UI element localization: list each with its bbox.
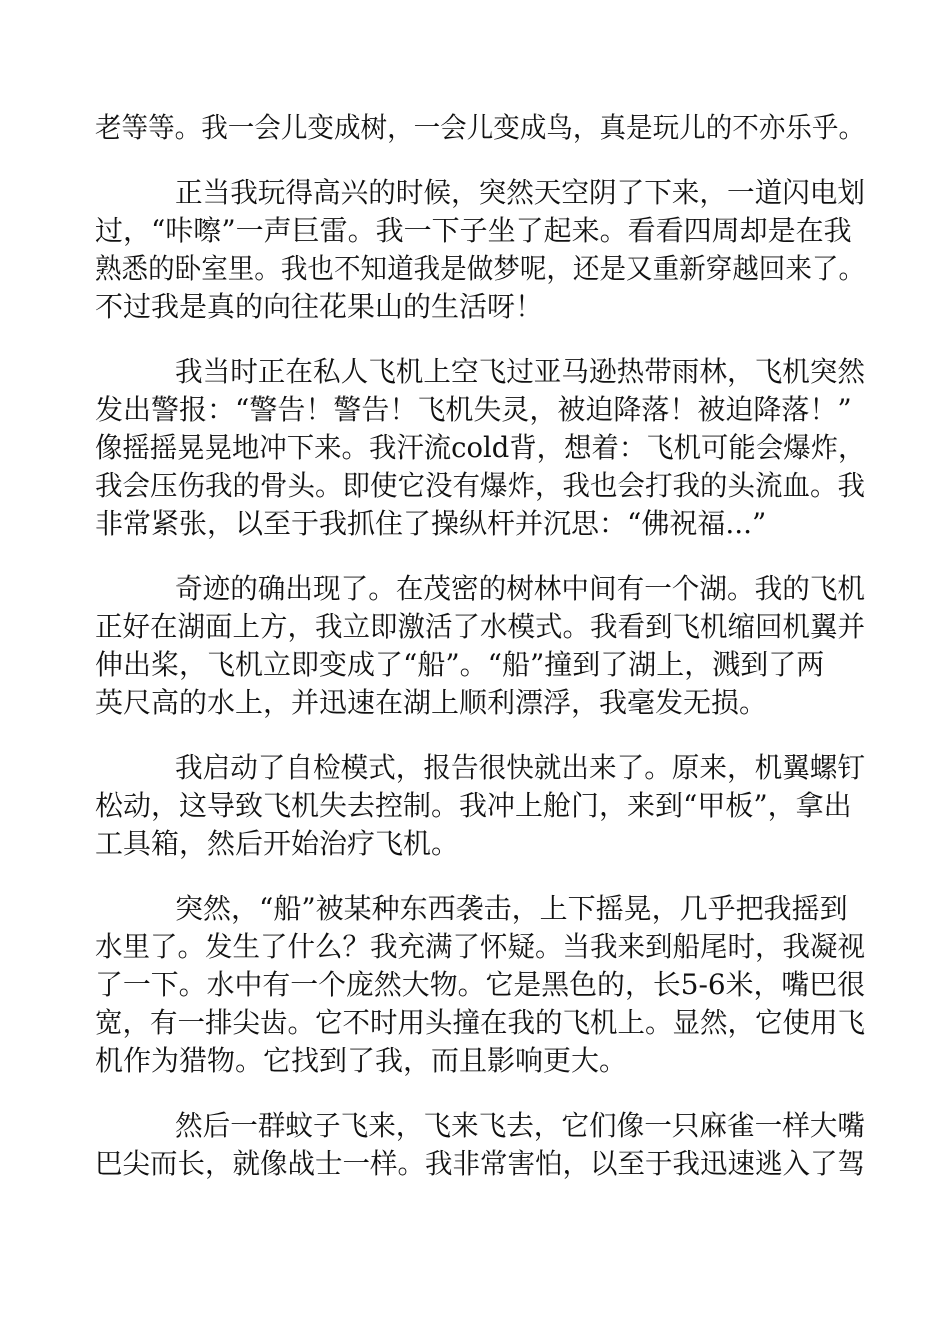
text-line: 老等等。我一会儿变成树，一会儿变成鸟，真是玩儿的不亦乐乎。	[95, 111, 866, 144]
paragraph-first-line: 奇迹的确出现了。在茂密的树林中间有一个湖。我的飞机	[175, 572, 866, 605]
text-line: 松动，这导致飞机失去控制。我冲上舱门，来到“甲板”，拿出	[95, 789, 852, 822]
paragraph-first-line: 然后一群蚊子飞来，飞来飞去，它们像一只麻雀一样大嘴	[175, 1109, 866, 1142]
text-line: 宽，有一排尖齿。它不时用头撞在我的飞机上。显然，它使用飞	[95, 1006, 866, 1039]
text-line: 水里了。发生了什么？我充满了怀疑。当我来到船尾时，我凝视	[95, 930, 866, 963]
text-line: 非常紧张，以至于我抓住了操纵杆并沉思：“佛祝福...”	[95, 507, 767, 540]
text-line: 不过我是真的向往花果山的生活呀！	[95, 290, 544, 323]
text-line: 发出警报：“警告！警告！飞机失灵，被迫降落！被迫降落！”	[95, 393, 852, 426]
text-line: 伸出桨，飞机立即变成了“船”。“船”撞到了湖上，溅到了两	[95, 648, 825, 681]
text-line: 我会压伤我的骨头。即使它没有爆炸，我也会打我的头流血。我	[95, 469, 866, 502]
text-line: 像摇摇晃晃地冲下来。我汗流cold背，想着：飞机可能会爆炸，	[95, 431, 866, 464]
text-line: 巴尖而长，就像战士一样。我非常害怕，以至于我迅速逃入了驾	[95, 1147, 866, 1180]
text-line: 过，“咔嚓”一声巨雷。我一下子坐了起来。看看四周却是在我	[95, 214, 852, 247]
text-line: 了一下。水中有一个庞然大物。它是黑色的，长5-6米，嘴巴很	[95, 968, 866, 1001]
paragraph-first-line: 我当时正在私人飞机上空飞过亚马逊热带雨林，飞机突然	[175, 355, 866, 388]
text-line: 机作为猎物。它找到了我，而且影响更大。	[95, 1044, 628, 1077]
text-line: 熟悉的卧室里。我也不知道我是做梦呢，还是又重新穿越回来了。	[95, 252, 866, 285]
paragraph-first-line: 突然，“船”被某种东西袭击，上下摇晃，几乎把我摇到	[175, 892, 848, 925]
text-line: 正好在湖面上方，我立即激活了水模式。我看到飞机缩回机翼并	[95, 610, 866, 643]
paragraph-first-line: 正当我玩得高兴的时候，突然天空阴了下来，一道闪电划	[175, 176, 866, 209]
text-line: 工具箱，然后开始治疗飞机。	[95, 827, 460, 860]
text-line: 英尺高的水上，并迅速在湖上顺利漂浮，我毫发无损。	[95, 686, 768, 719]
paragraph-first-line: 我启动了自检模式，报告很快就出来了。原来，机翼螺钉	[175, 751, 866, 784]
